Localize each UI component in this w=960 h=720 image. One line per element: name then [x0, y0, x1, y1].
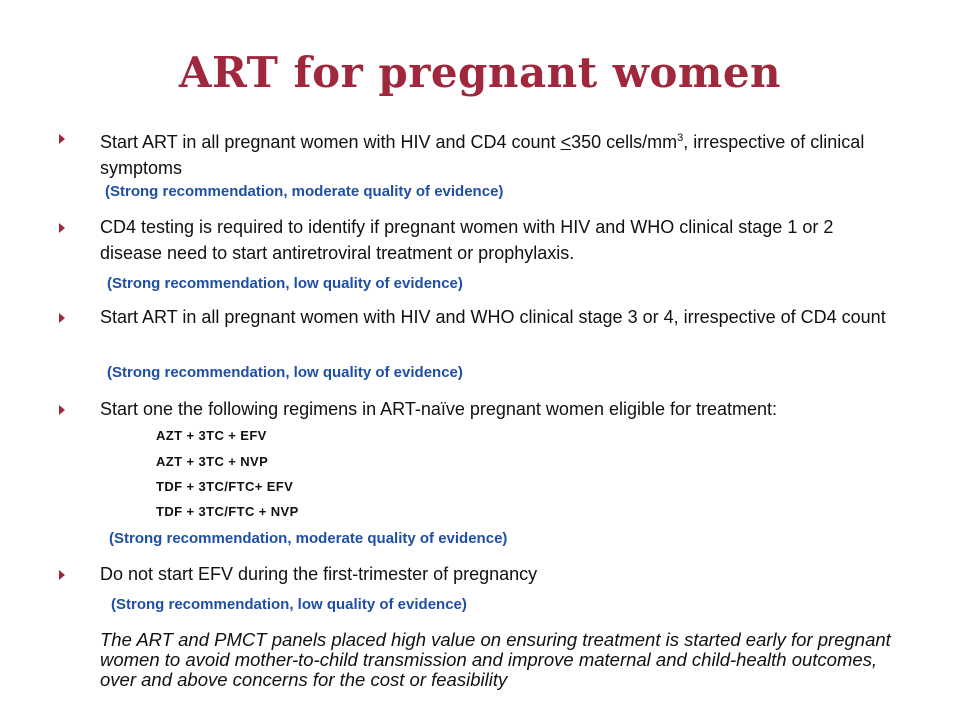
regimen-item: AZT + 3TC + EFV [156, 428, 267, 443]
regimen-item: TDF + 3TC/FTC+ EFV [156, 479, 294, 494]
superscript: 3 [677, 132, 684, 144]
regimen-item: AZT + 3TC + NVP [156, 454, 269, 469]
bullet-arrow-icon [59, 134, 65, 144]
less-than-or-equal-sign: < [560, 132, 572, 152]
bullet-text: Start one the following regimens in ART-naïve pregnant women eligible for treatment: [100, 399, 778, 419]
regimen-item: TDF + 3TC/FTC + NVP [156, 504, 299, 519]
closing-paragraph: The ART and PMCT panels placed high value on ensuring treatment is started early for pregnant women to avoid mother-to-child transmission and improve maternal and child-health outcomes, over and above concerns for the cost or feasibility [100, 629, 891, 690]
bullet-text-start: Start ART in all pregnant women with HIV and CD4 count [100, 132, 561, 152]
bullet-arrow-icon [59, 405, 65, 415]
bullet-arrow-icon [59, 570, 65, 580]
bullet-text: Do not start EFV during the first-trimester of pregnancy [100, 564, 538, 584]
bullet-text-end: , irrespective of clinical symptoms [100, 132, 865, 178]
slide-title: ART for pregnant women [178, 48, 782, 97]
recommendation-note: (Strong recommendation, low quality of evidence) [107, 275, 463, 292]
bullet-text: Start ART in all pregnant women with HIV and WHO clinical stage 3 or 4, irrespective of CD4 count [100, 307, 886, 327]
bullet-text [100, 125, 900, 181]
recommendation-note: (Strong recommendation, moderate quality of evidence) [109, 530, 508, 547]
bullet-arrow-icon [59, 223, 65, 233]
bullet-text-middle: 350 cells/mm [571, 132, 678, 152]
recommendation-note: (Strong recommendation, low quality of evidence) [111, 596, 467, 613]
bullet-arrow-icon [59, 313, 65, 323]
recommendation-note: (Strong recommendation, moderate quality of evidence) [105, 183, 504, 200]
bullet-text: CD4 testing is required to identify if pregnant women with HIV and WHO clinical stage 1 or 2 disease need to start antiretroviral treatment or prophylaxis. [100, 217, 834, 263]
recommendation-note: (Strong recommendation, low quality of evidence) [107, 364, 463, 381]
